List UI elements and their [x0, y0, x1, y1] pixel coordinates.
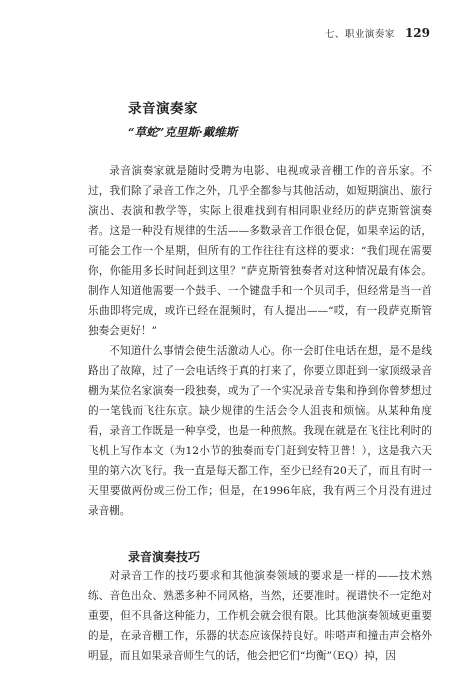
section-heading: 录音演奏技巧	[128, 550, 201, 564]
article-title: 录音演奏家	[128, 101, 198, 117]
paragraph-3: 对录音工作的技巧要求和其他演奏领域的要求是一样的——技术熟练、音色出众、熟悉多种不同风格，当然，还要准时。视谱快不一定绝对重要，但不具备这种能力，工作机会就会很有限。比其他演奏领域更重要的是，在录音棚工作，乐器的状态应该保持良好。咔嗒声和撞击声会格外明显，而且如果录音师生气的话，他会把它们“均衡”（EQ）掉，因	[88, 570, 432, 662]
section-title: 七、职业演奏家	[324, 29, 395, 40]
article-byline: “草蛇”克里斯·戴维斯	[128, 125, 238, 139]
paragraph-2: 不知道什么事情会使生活激动人心。你一会盯住电话在想，是不是线路出了故障，过了一会电话终于真的打来了，你要立即赶到一家顶级录音棚为某位名家演奏一段独奏，或为了一个实况录音专集和挣到你曾梦想过的一笔钱而飞往东京。缺少规律的生活会令人沮丧和烦恼。从某种角度看，录音工作既是一种享受，也是一种煎熬。我现在就是在飞往比利时的飞机上写作本文（为12小节的独奏而专门赶到安特卫普！），这是我六天里的第六次飞行。我一直是每天都工作，至少已经有20天了，而且有时一天里要做两份或三份工作；但是，在1996年底，我有两三个月没有进过录音棚。	[88, 345, 432, 517]
running-header	[325, 26, 430, 40]
page-number: 129	[404, 26, 430, 40]
paragraph-1: 录音演奏家就是随时受聘为电影、电视或录音棚工作的音乐家。不过，我们除了录音工作之外，几乎全都参与其他活动，如短期演出、旅行演出、表演和教学等，实际上很难找到有相同职业经历的萨克斯管演奏者。这是一种没有规律的生活——多数录音工作很仓促，如果幸运的话，可能会工作一个星期，但所有的工作往往有这样的要求：“我们现在需要你，你能用多长时间赶到这里？”萨克斯管独奏者对这种情况最有体会。制作人知道他需要一个鼓手、一个键盘手和一个贝司手，但经常是当一首乐曲即将完成，或许已经在混频时，有人提出——“哎，有一段萨克斯管独奏会更好！”	[88, 165, 432, 337]
